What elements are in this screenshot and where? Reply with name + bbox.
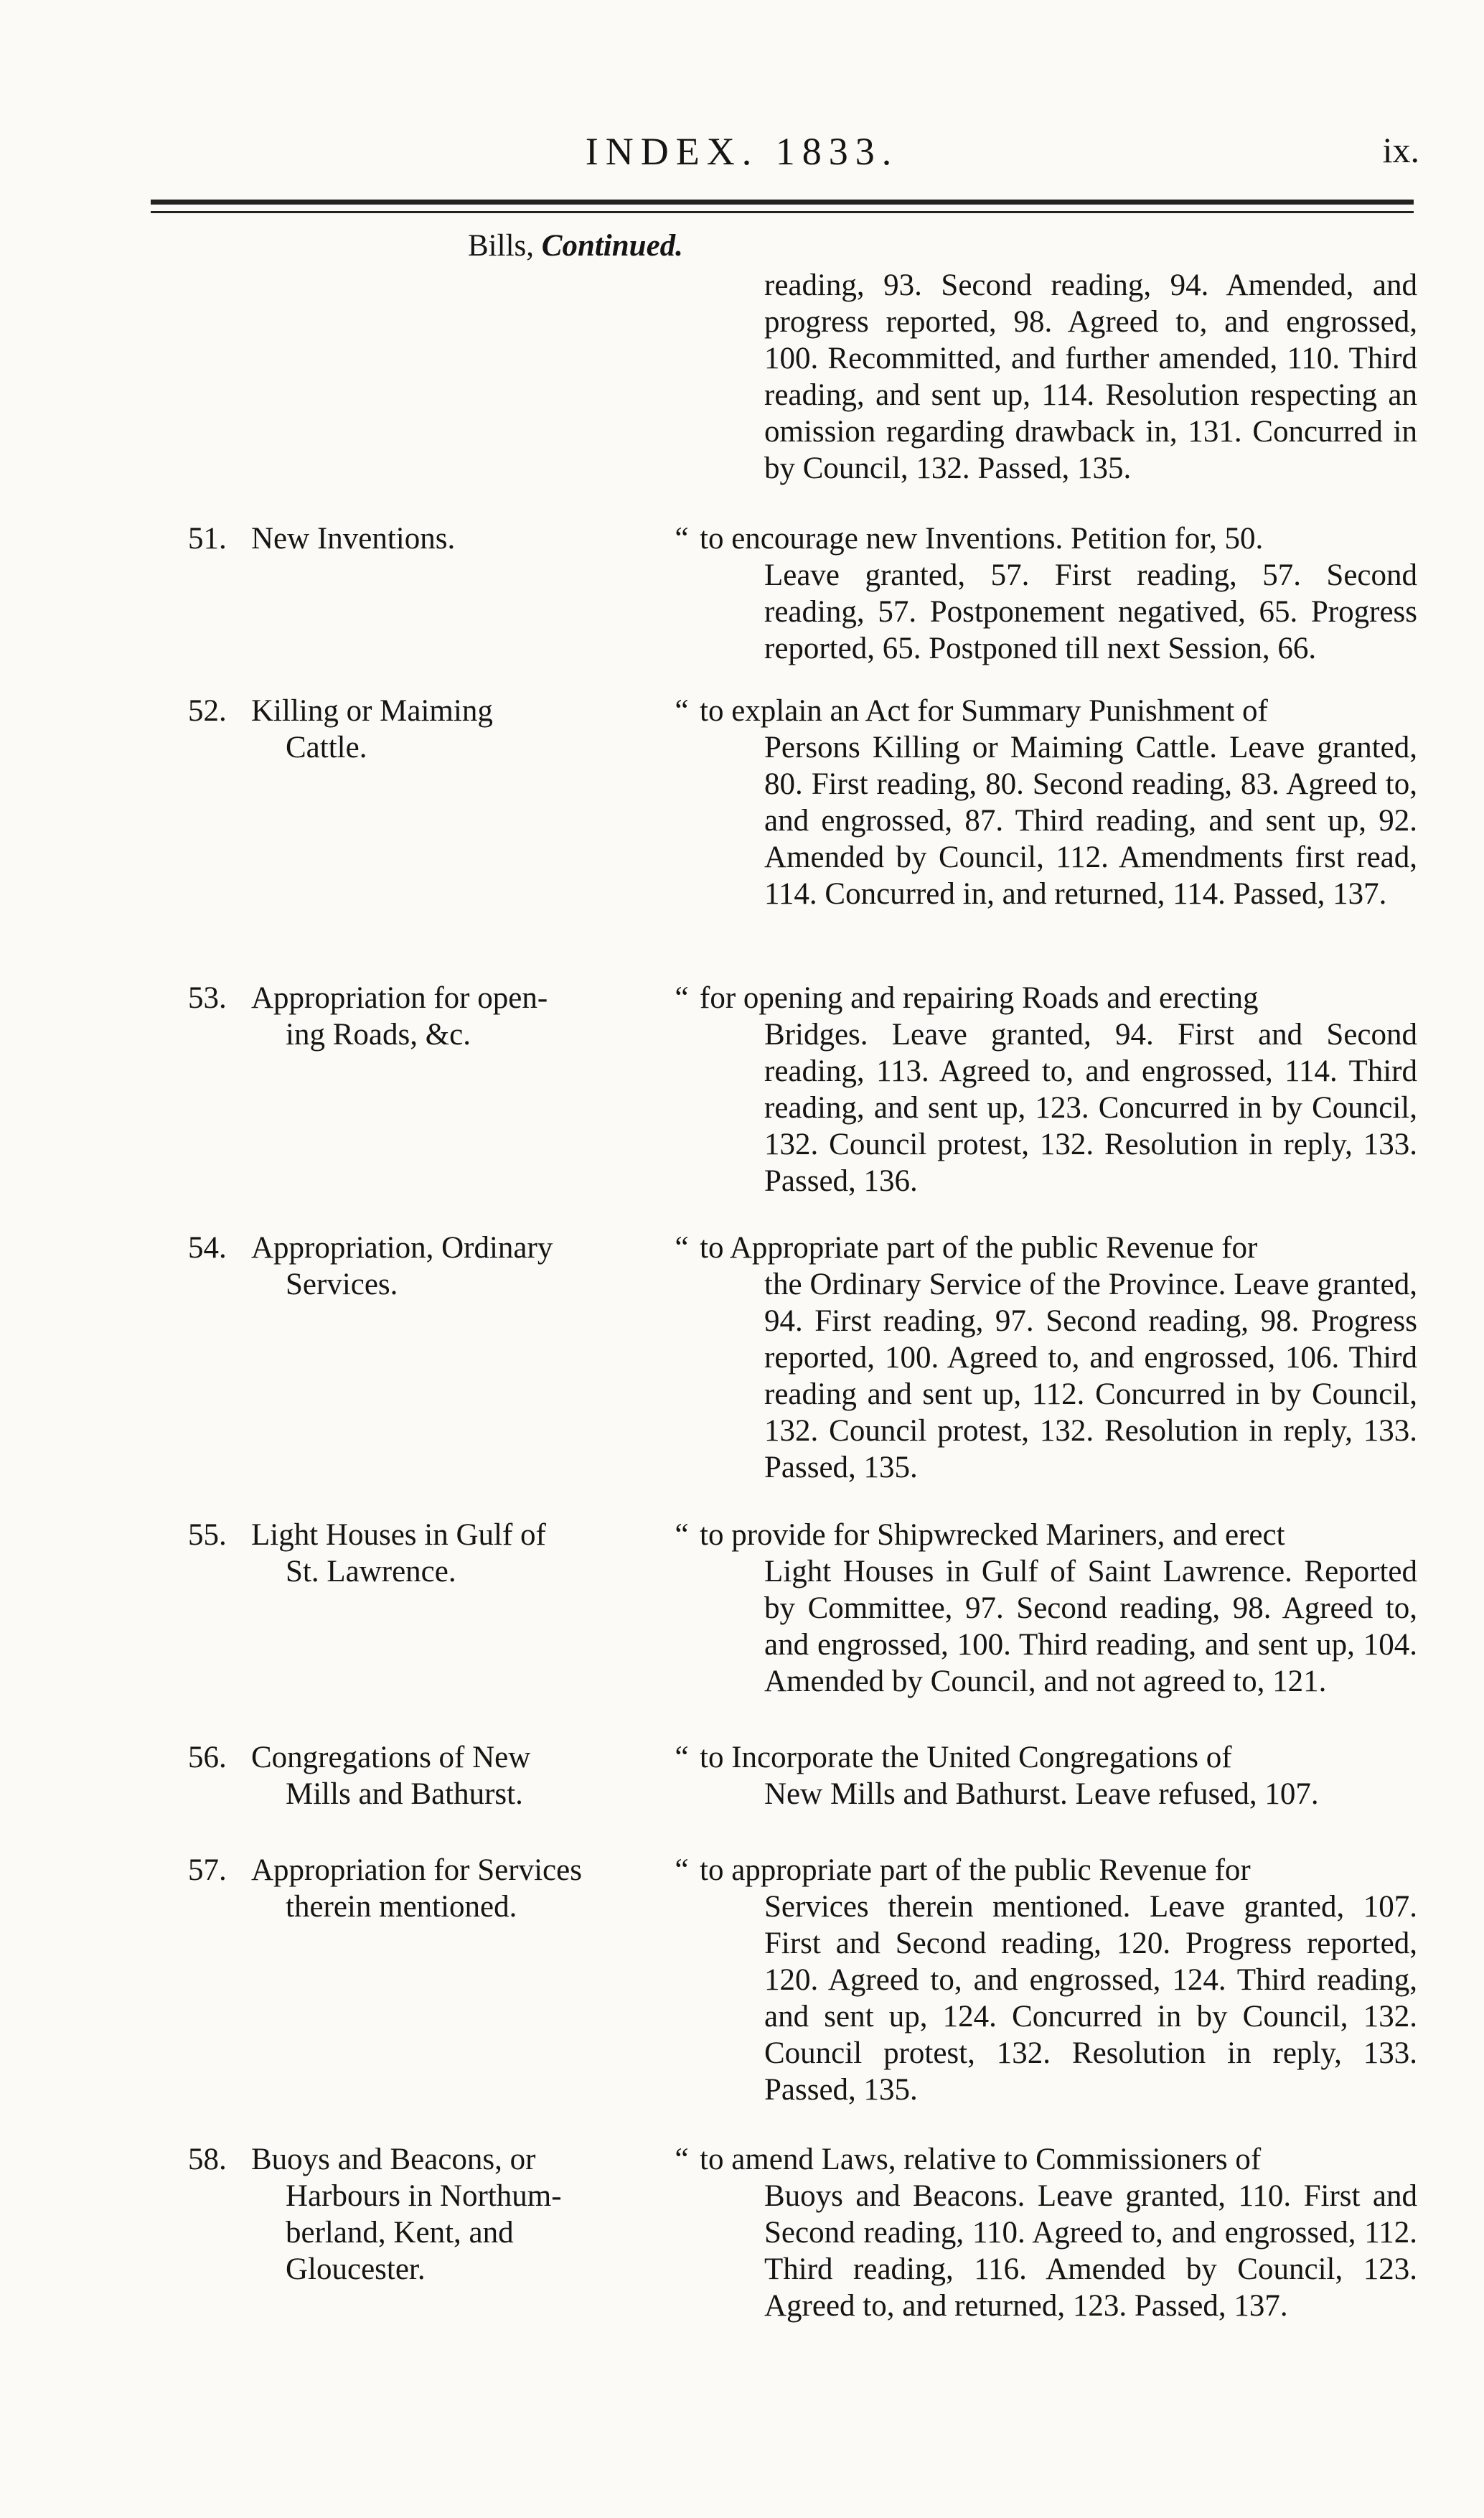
entry-title-line: Services. xyxy=(286,1268,398,1301)
entry-number: 51. xyxy=(188,522,227,556)
ditto-mark: “ xyxy=(675,2143,689,2176)
entry-description-lead: to provide for Shipwrecked Mariners, and erect xyxy=(700,1518,1285,1552)
entry-title-line: Killing or Maiming xyxy=(251,694,493,728)
entry-description xyxy=(700,2141,1417,2324)
entry-title-line: Congregations of New xyxy=(251,1741,531,1774)
ditto-mark: “ xyxy=(675,1741,689,1774)
entry-title xyxy=(251,520,617,557)
entry-description-rest: Leave granted, 57. First reading, 57. Second reading, 57. Postponement negatived, 65. Progress reported, 65. Postponed till next Session, 66. xyxy=(764,558,1417,665)
entry-title-line: Buoys and Beacons, or xyxy=(251,2143,536,2176)
header-rule-thick xyxy=(151,200,1414,205)
entry-description-lead: to Incorporate the United Congregations of xyxy=(700,1741,1232,1774)
entry-number: 54. xyxy=(188,1231,227,1265)
entry-description-rest: Buoys and Beacons. Leave granted, 110. First and Second reading, 110. Agreed to, and engrossed, 112. Third reading, 116. Amended by Council, 123. Agreed to, and returned, 123. Passed, 137. xyxy=(764,2179,1417,2323)
entry-title xyxy=(251,2141,617,2288)
entry-description-lead: to appropriate part of the public Revenue for xyxy=(700,1853,1251,1887)
entry-description xyxy=(700,693,1417,912)
entry-description xyxy=(700,980,1417,1199)
entry-title xyxy=(251,1230,617,1303)
entry-title-line: ing Roads, &c. xyxy=(286,1018,471,1052)
ditto-mark: “ xyxy=(675,694,689,728)
entry-title-line: Gloucester. xyxy=(286,2252,426,2286)
ditto-mark: “ xyxy=(675,1853,689,1887)
entry-description-lead: for opening and repairing Roads and erecting xyxy=(700,981,1259,1015)
ditto-mark: “ xyxy=(675,522,689,556)
page-header-title: INDEX. 1833. xyxy=(585,130,899,173)
entry-title-line: St. Lawrence. xyxy=(286,1555,456,1588)
section-continued: Continued. xyxy=(541,229,683,263)
entry-title-line: Appropriation for open- xyxy=(251,981,548,1015)
entry-title-line: berland, Kent, and xyxy=(286,2216,514,2250)
entry-description-rest: Light Houses in Gulf of Saint Lawrence. Reported by Committee, 97. Second reading, 98. Agreed to, and engrossed, 100. Third reading, and sent up, 104. Amended by Council, and not agreed to, 121. xyxy=(764,1555,1417,1698)
entry-title xyxy=(251,1739,617,1812)
entry-title-line: Cattle. xyxy=(286,731,367,764)
entry-description-lead: to amend Laws, relative to Commissioners of xyxy=(700,2143,1262,2176)
entry-title xyxy=(251,1852,617,1925)
entry-number: 53. xyxy=(188,981,227,1015)
entry-description-lead: to encourage new Inventions. Petition for, 50. xyxy=(700,522,1264,556)
entry-title-line: Light Houses in Gulf of xyxy=(251,1518,546,1552)
entry-title-line: Appropriation for Services xyxy=(251,1853,582,1887)
entry-title-line: Appropriation, Ordinary xyxy=(251,1231,553,1265)
entry-title-line: therein mentioned. xyxy=(286,1890,517,1924)
entry-title-line: Harbours in Northum- xyxy=(286,2179,562,2213)
page-number: ix. xyxy=(1382,130,1419,170)
entry-description-rest: Services therein mentioned. Leave granted, 107. First and Second reading, 120. Progress reported, 120. Agreed to, and engrossed, 124. Third reading, and sent up, 124. Concurred in by Council, 132. Council protest, 132. Resolution in reply, 133. Passed, 135. xyxy=(764,1890,1417,2107)
entry-description-rest: Persons Killing or Maiming Cattle. Leave granted, 80. First reading, 80. Second reading, 83. Agreed to, and engrossed, 87. Third reading, and sent up, 92. Amended by Council, 112. Amendments first read, 114. Concurred in, and returned, 114. Passed, 137. xyxy=(764,731,1417,911)
entry-description-rest: New Mills and Bathurst. Leave refused, 107. xyxy=(764,1777,1319,1811)
entry-title xyxy=(251,1517,617,1590)
ditto-mark: “ xyxy=(675,1231,689,1265)
ditto-mark: “ xyxy=(675,1518,689,1552)
entry-description-lead: to explain an Act for Summary Punishment of xyxy=(700,694,1268,728)
entry-number: 58. xyxy=(188,2143,227,2176)
entry-description xyxy=(700,1517,1417,1700)
section-label: Bills, xyxy=(468,229,535,263)
entry-number: 52. xyxy=(188,694,227,728)
continuation-text: reading, 93. Second reading, 94. Amended, and progress reported, 98. Agreed to, and engrossed, 100. Recommitted, and further amended, 110. Third reading, and sent up, 114. Resolution respecting an omission regarding drawback in, 131. Concurred in by Council, 132. Passed, 135. xyxy=(764,268,1417,485)
header-rule-thin xyxy=(151,211,1414,213)
entry-number: 55. xyxy=(188,1518,227,1552)
entry-number: 57. xyxy=(188,1853,227,1887)
entry-title xyxy=(251,693,617,766)
entry-number: 56. xyxy=(188,1741,227,1774)
entry-description-rest: the Ordinary Service of the Province. Leave granted, 94. First reading, 97. Second reading, 98. Progress reported, 100. Agreed to, and engrossed, 106. Third reading and sent up, 112. Concurred in by Council, 132. Council protest, 132. Resolution in reply, 133. Passed, 135. xyxy=(764,1268,1417,1484)
entry-description-rest: Bridges. Leave granted, 94. First and Second reading, 113. Agreed to, and engrossed, 114. Third reading, and sent up, 123. Concurred in by Council, 132. Council protest, 132. Resolution in reply, 133. Passed, 136. xyxy=(764,1018,1417,1198)
entry-description xyxy=(700,1230,1417,1486)
entry-title-line: New Inventions. xyxy=(251,522,456,556)
section-heading xyxy=(468,228,683,263)
entry-title-line: Mills and Bathurst. xyxy=(286,1777,523,1811)
ditto-mark: “ xyxy=(675,981,689,1015)
entry-description xyxy=(700,1852,1417,2108)
entry-description xyxy=(700,1739,1417,1812)
entry-title xyxy=(251,980,617,1053)
entry-description-lead: to Appropriate part of the public Revenue for xyxy=(700,1231,1258,1265)
entry-description xyxy=(700,520,1417,667)
